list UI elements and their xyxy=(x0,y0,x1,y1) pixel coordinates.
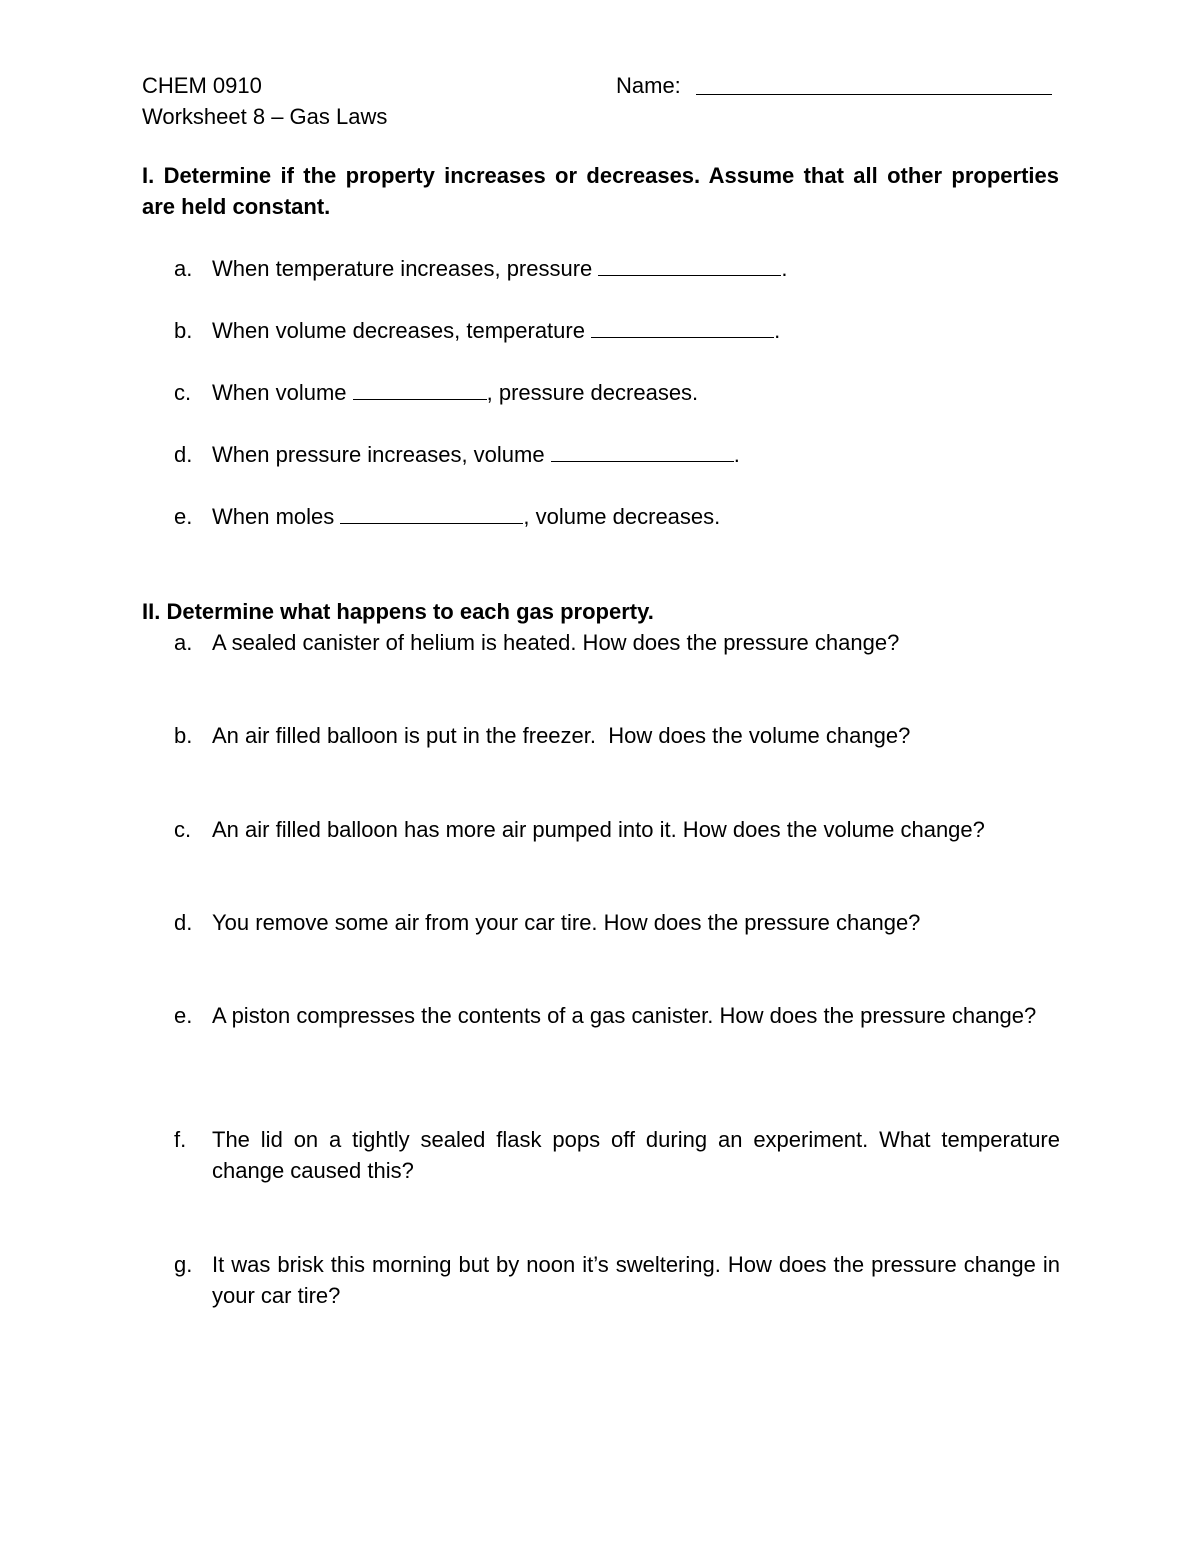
item-text: A piston compresses the contents of a gas canister. How does the pressure change? xyxy=(212,1003,1037,1028)
item-letter: c. xyxy=(174,817,192,842)
item-text: An air filled balloon has more air pumped into it. How does the volume change? xyxy=(212,817,985,842)
item-text-end: . xyxy=(733,442,740,467)
item-text: An air filled balloon is put in the freezer. How does the volume change? xyxy=(212,723,911,748)
item-letter: c. xyxy=(174,380,192,405)
item-text: The lid on a tightly sealed flask pops off during an experiment. What temperature change caused this? xyxy=(212,1127,1060,1183)
item-text: You remove some air from your car tire. How does the pressure change? xyxy=(212,910,921,935)
answer-blank[interactable] xyxy=(340,505,523,524)
item-text-end: , volume decreases. xyxy=(523,504,721,529)
item-letter: f. xyxy=(174,1127,187,1152)
item-letter: g. xyxy=(174,1252,193,1277)
answer-blank[interactable] xyxy=(353,381,487,400)
answer-blank[interactable] xyxy=(591,319,774,338)
item-letter: a. xyxy=(174,256,193,281)
answer-blank[interactable] xyxy=(551,443,734,462)
item-text-end: . xyxy=(774,318,781,343)
item-text: When temperature increases, pressure xyxy=(212,256,599,281)
section-2-heading: II. Determine what happens to each gas property. xyxy=(142,599,654,624)
item-text: When volume decreases, temperature xyxy=(212,318,592,343)
item-letter: e. xyxy=(174,504,193,529)
item-letter: b. xyxy=(174,318,193,343)
item-text-end: . xyxy=(781,256,788,281)
item-text-end: , pressure decreases. xyxy=(486,380,699,405)
item-letter: e. xyxy=(174,1003,193,1028)
item-text: When pressure increases, volume xyxy=(212,442,551,467)
name-label: Name: xyxy=(616,73,681,98)
item-text: When moles xyxy=(212,504,341,529)
section-1-heading: I. Determine if the property increases or decreases. Assume that all other properties are held constant. xyxy=(142,163,1059,219)
worksheet-title: Worksheet 8 – Gas Laws xyxy=(142,104,388,129)
item-letter: d. xyxy=(174,910,193,935)
item-text: A sealed canister of helium is heated. How does the pressure change? xyxy=(212,630,900,655)
course-code: CHEM 0910 xyxy=(142,73,262,98)
item-letter: d. xyxy=(174,442,193,467)
name-blank[interactable] xyxy=(696,94,1052,95)
item-text: It was brisk this morning but by noon it’s sweltering. How does the pressure change in your car tire? xyxy=(212,1252,1060,1308)
item-text: When volume xyxy=(212,380,353,405)
item-letter: a. xyxy=(174,630,193,655)
item-letter: b. xyxy=(174,723,193,748)
answer-blank[interactable] xyxy=(598,257,781,276)
